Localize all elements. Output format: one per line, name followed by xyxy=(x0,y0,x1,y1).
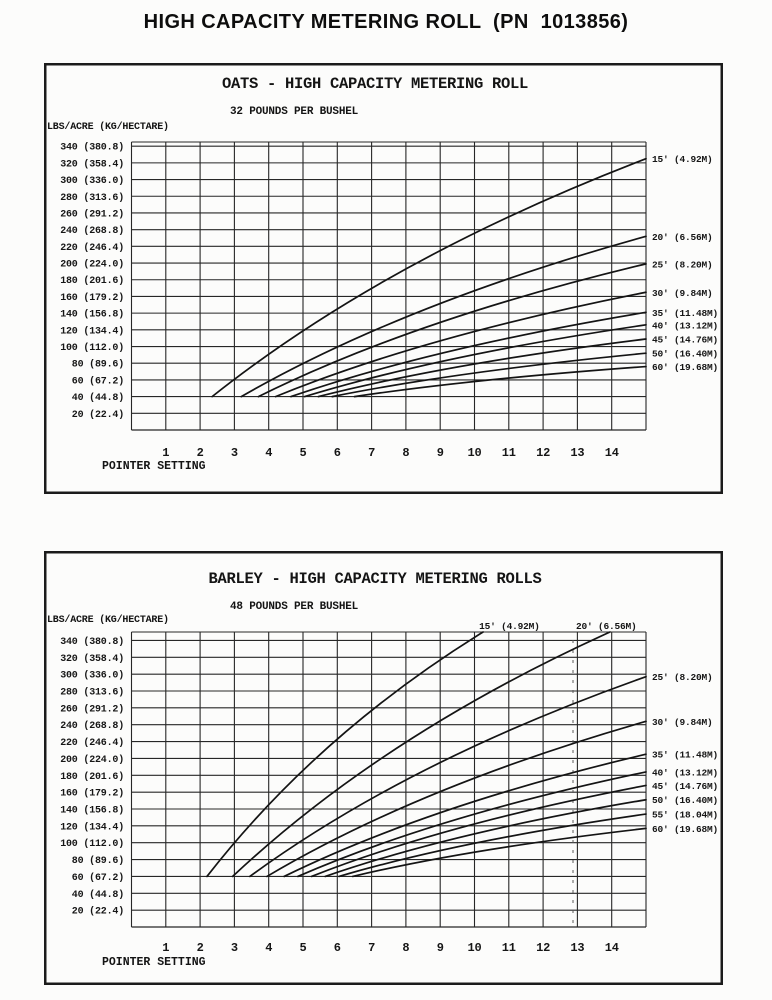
y-tick-label: 260 (291.2) xyxy=(60,209,124,221)
series-label: 40' (13.12M) xyxy=(652,320,719,332)
series-label: 35' (11.48M) xyxy=(652,749,719,761)
y-tick-label: 280 (313.6) xyxy=(60,687,124,699)
series-line-40ft xyxy=(305,325,646,397)
series-label: 30' (9.84M) xyxy=(652,287,713,299)
chart-subtitle: 32 POUNDS PER BUSHEL xyxy=(230,106,359,118)
y-tick-label: 80 (89.6) xyxy=(71,359,124,371)
y-tick-label: 220 (246.4) xyxy=(60,738,124,750)
x-tick-label: 1 xyxy=(162,446,170,460)
y-tick-label: 40 (44.8) xyxy=(71,889,124,901)
y-axis-header: LBS/ACRE (KG/HECTARE) xyxy=(47,122,169,133)
y-tick-label: 80 (89.6) xyxy=(71,856,124,868)
y-tick-label: 340 (380.8) xyxy=(60,142,124,154)
series-label: 20' (6.56M) xyxy=(576,621,637,632)
x-tick-label: 7 xyxy=(368,941,376,955)
x-tick-label: 9 xyxy=(436,941,444,955)
y-tick-label: 340 (380.8) xyxy=(60,636,124,648)
series-line-60ft xyxy=(353,828,646,876)
series-label: 50' (16.40M) xyxy=(652,795,719,807)
y-tick-label: 200 (224.0) xyxy=(60,754,124,766)
x-tick-label: 13 xyxy=(570,941,585,955)
series-line-20ft xyxy=(241,236,646,396)
x-tick-label: 7 xyxy=(368,446,376,460)
y-tick-label: 320 (358.4) xyxy=(60,653,124,665)
y-tick-label: 200 (224.0) xyxy=(60,259,124,271)
x-tick-label: 8 xyxy=(402,941,410,955)
series-line-30ft xyxy=(276,292,646,396)
barley-chart-panel xyxy=(44,551,723,985)
series-label: 15' (4.92M) xyxy=(652,154,713,166)
series-label: 45' (14.76M) xyxy=(652,334,719,346)
x-tick-label: 4 xyxy=(265,446,273,460)
series-label: 15' (4.92M) xyxy=(479,621,540,632)
y-tick-label: 220 (246.4) xyxy=(60,242,124,254)
y-tick-label: 140 (156.8) xyxy=(60,309,124,321)
series-label: 40' (13.12M) xyxy=(652,767,719,779)
series-label: 30' (9.84M) xyxy=(652,716,713,728)
x-tick-label: 14 xyxy=(604,941,619,955)
x-tick-label: 6 xyxy=(333,941,341,955)
x-tick-label: 13 xyxy=(570,446,585,460)
y-tick-label: 40 (44.8) xyxy=(71,393,124,405)
y-tick-label: 240 (268.8) xyxy=(60,721,124,733)
series-label: 45' (14.76M) xyxy=(652,780,719,792)
x-tick-label: 1 xyxy=(162,941,170,955)
x-tick-label: 14 xyxy=(604,446,619,460)
x-tick-label: 5 xyxy=(299,446,307,460)
y-tick-label: 180 (201.6) xyxy=(60,771,124,783)
y-tick-label: 120 (134.4) xyxy=(60,822,124,834)
x-tick-label: 5 xyxy=(299,941,307,955)
y-tick-label: 20 (22.4) xyxy=(71,906,124,918)
chart-subtitle: 48 POUNDS PER BUSHEL xyxy=(230,601,359,613)
chart-title: BARLEY - HIGH CAPACITY METERING ROLLS xyxy=(208,570,542,588)
y-tick-label: 280 (313.6) xyxy=(60,192,124,204)
y-tick-label: 300 (336.0) xyxy=(60,176,124,188)
x-axis-label: POINTER SETTING xyxy=(102,460,206,473)
x-tick-label: 10 xyxy=(467,941,482,955)
x-axis-label: POINTER SETTING xyxy=(102,956,206,969)
y-tick-label: 240 (268.8) xyxy=(60,226,124,238)
series-label: 60' (19.68M) xyxy=(652,362,719,374)
series-label: 25' (8.20M) xyxy=(652,672,713,684)
series-label: 50' (16.40M) xyxy=(652,348,719,360)
series-label: 20' (6.56M) xyxy=(652,231,713,243)
series-line-45ft xyxy=(312,785,646,876)
series-line-15ft xyxy=(212,159,646,397)
x-tick-label: 2 xyxy=(196,446,204,460)
series-line-15ft xyxy=(207,632,483,876)
x-tick-label: 11 xyxy=(501,446,516,460)
y-tick-label: 260 (291.2) xyxy=(60,704,124,716)
series-label: 25' (8.20M) xyxy=(652,259,713,271)
series-line-35ft xyxy=(291,312,646,396)
y-tick-label: 100 (112.0) xyxy=(60,343,124,355)
series-line-45ft xyxy=(318,339,646,397)
x-tick-label: 6 xyxy=(333,446,341,460)
x-tick-label: 12 xyxy=(536,446,551,460)
y-tick-label: 20 (22.4) xyxy=(71,409,124,421)
y-tick-label: 120 (134.4) xyxy=(60,326,124,338)
y-tick-label: 180 (201.6) xyxy=(60,276,124,288)
series-label: 60' (19.68M) xyxy=(652,823,719,835)
y-tick-label: 60 (67.2) xyxy=(71,376,124,388)
x-tick-label: 8 xyxy=(402,446,410,460)
series-line-25ft xyxy=(250,677,646,877)
y-tick-label: 160 (179.2) xyxy=(60,292,124,304)
y-tick-label: 100 (112.0) xyxy=(60,839,124,851)
series-label: 55' (18.04M) xyxy=(652,809,719,821)
y-tick-label: 320 (358.4) xyxy=(60,159,124,171)
y-tick-label: 300 (336.0) xyxy=(60,670,124,682)
x-tick-label: 2 xyxy=(196,941,204,955)
y-tick-label: 140 (156.8) xyxy=(60,805,124,817)
y-axis-header: LBS/ACRE (KG/HECTARE) xyxy=(47,615,169,626)
page-title: HIGH CAPACITY METERING ROLL (PN 1013856) xyxy=(143,11,629,33)
x-tick-label: 12 xyxy=(536,941,551,955)
x-tick-label: 4 xyxy=(265,941,273,955)
x-tick-label: 3 xyxy=(230,446,238,460)
x-tick-label: 10 xyxy=(467,446,482,460)
chart-title: OATS - HIGH CAPACITY METERING ROLL xyxy=(221,75,529,93)
x-tick-label: 9 xyxy=(436,446,444,460)
series-label: 35' (11.48M) xyxy=(652,307,719,319)
oats-chart-panel xyxy=(44,63,723,494)
y-tick-label: 60 (67.2) xyxy=(71,872,124,884)
series-line-55ft xyxy=(339,814,646,876)
y-tick-label: 160 (179.2) xyxy=(60,788,124,800)
x-tick-label: 3 xyxy=(230,941,238,955)
series-line-35ft xyxy=(284,754,646,876)
x-tick-label: 11 xyxy=(501,941,516,955)
